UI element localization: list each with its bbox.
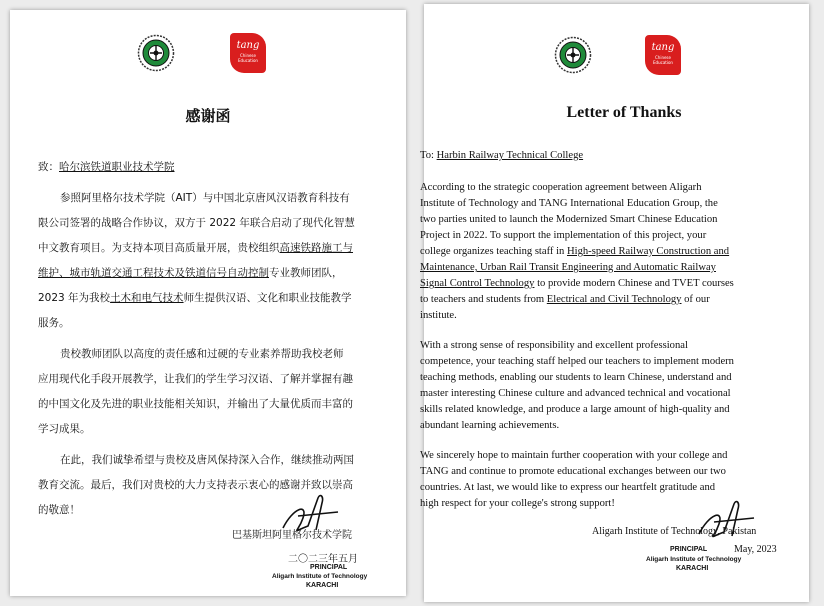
en-recipient-line xyxy=(420,150,583,161)
en-institute-stamp: Aligarh Institute of Technology xyxy=(646,556,742,563)
tang-logo-text: tang xyxy=(236,40,260,51)
en-paragraph-line: competence, your teaching staff helped our teachers to implement modern xyxy=(420,356,734,367)
cn-institute-stamp: Aligarh Institute of Technology xyxy=(272,573,368,580)
en-sender: Aligarh Institute of Technology, Pakistan xyxy=(592,526,757,537)
cn-city: KARACHI xyxy=(306,582,339,589)
cn-paragraph-line xyxy=(38,240,353,255)
cn-recipient-prefix: 致： xyxy=(38,161,59,173)
tang-logo xyxy=(230,33,266,73)
en-paragraph-line: teaching methods, enabling our students to learn Chinese, understand and xyxy=(420,372,732,383)
cn-paragraph-line: 限公司签署的战略合作协议，双方于 2022 年联合启动了现代化智慧 xyxy=(38,217,355,229)
cn-text-run: 中文教育项目。为支持本项目高质量开展，贵校组织 xyxy=(38,242,280,254)
cn-paragraph-line: 学习成果。 xyxy=(38,423,91,435)
en-paragraph-line: two parties united to launch the Modernized Smart Chinese Education xyxy=(420,214,718,225)
en-paragraph-line: Project in 2022. To support the implementation of this project, your xyxy=(420,230,707,241)
en-text-run: of our xyxy=(681,294,710,305)
en-paragraph-line: master interesting Chinese culture and advanced technical and vocational xyxy=(420,388,731,399)
cn-text-run: 专业教师团队， xyxy=(269,267,343,279)
ait-emblem-icon xyxy=(554,36,592,74)
cn-principal: PRINCIPAL xyxy=(310,564,348,571)
en-paragraph-line: According to the strategic cooperation agreement between Aligarh xyxy=(420,182,702,193)
cn-recipient-line xyxy=(38,159,175,174)
en-principal: PRINCIPAL xyxy=(670,546,708,553)
cn-paragraph-line: 在此，我们诚挚希望与贵校及唐风保持深入合作，继续推动两国 xyxy=(60,454,354,466)
cn-recipient: 哈尔滨铁道职业技术学院 xyxy=(59,161,175,173)
cn-paragraph-line: 的中国文化及先进的职业技能相关知识，并输出了大量优质而丰富的 xyxy=(38,398,353,410)
en-underlined-run: Signal Control Technology xyxy=(420,278,535,289)
en-text-run: college organizes teaching staff in xyxy=(420,246,567,257)
en-letter-title: Letter of Thanks xyxy=(566,104,682,121)
en-paragraph-line: institute. xyxy=(420,310,457,321)
english-letter-page xyxy=(420,4,809,602)
cn-paragraph-line: 贵校教师团队以高度的责任感和过硬的专业素养帮助我校老师 xyxy=(60,348,344,360)
cn-paragraph-line: 应用现代化手段开展教学，让我们的学生学习汉语、了解并掌握有趣 xyxy=(38,373,353,385)
en-paragraph-line: Institute of Technology and TANG International Education Group, the xyxy=(420,198,718,209)
en-paragraph-line: high respect for your college's strong support! xyxy=(420,498,615,509)
en-underlined-run: High-speed Railway Construction and xyxy=(566,246,730,257)
cn-paragraph-line xyxy=(38,265,343,280)
cn-underlined-run: 土木和电气技术 xyxy=(110,292,184,304)
en-paragraph-line: TANG and continue to promote educational exchanges between our two xyxy=(420,466,726,477)
chinese-letter-page xyxy=(10,10,406,596)
cn-sender: 巴基斯坦阿里格尔技术学院 xyxy=(232,530,352,541)
en-paragraph-line: countries. At last, we would like to express our heartfelt gratitude and xyxy=(420,482,716,493)
en-paragraph-line: skills related knowledge, and produce a large amount of high-quality and xyxy=(420,404,730,415)
tang-logo-subtext: Chinese Education xyxy=(653,55,673,65)
en-paragraph-line xyxy=(420,294,710,305)
cn-paragraph-line: 参照阿里格尔技术学院（AIT）与中国北京唐风汉语教育科技有 xyxy=(60,192,350,204)
en-city: KARACHI xyxy=(676,565,709,572)
en-text-run: to provide modern Chinese and TVET courses xyxy=(534,278,734,289)
en-text-run: to teachers and students from xyxy=(420,294,547,305)
tang-logo xyxy=(645,35,681,75)
cn-text-run: 2023 年为我校 xyxy=(38,292,111,304)
en-paragraph-line xyxy=(420,246,729,257)
cn-paragraph-line: 服务。 xyxy=(38,317,70,329)
en-paragraph-line xyxy=(420,278,734,289)
en-paragraph-line: With a strong sense of responsibility and excellent professional xyxy=(420,340,688,351)
en-underlined-run: Electrical and Civil Technology xyxy=(546,294,682,305)
en-paragraph-line: Maintenance, Urban Rail Transit Engineering and Automatic Railway xyxy=(420,262,716,273)
ait-emblem-icon xyxy=(137,34,175,72)
cn-underlined-run: 维护、城市轨道交通工程技术及铁道信号自动控制 xyxy=(38,267,269,279)
en-paragraph-line: We sincerely hope to maintain further cooperation with your college and xyxy=(420,450,728,461)
tang-logo-subtext: Chinese Education xyxy=(238,53,258,63)
cn-letter-title: 感谢函 xyxy=(185,107,231,125)
en-date: May, 2023 xyxy=(734,544,777,555)
en-paragraph-line: abundant learning achievements. xyxy=(420,420,560,431)
en-recipient: Harbin Railway Technical College xyxy=(436,150,584,161)
cn-underlined-run: 高速铁路施工与 xyxy=(279,242,353,254)
cn-paragraph-line xyxy=(38,290,352,305)
tang-logo-text: tang xyxy=(651,42,675,53)
cn-date: 二〇二三年五月 xyxy=(288,554,358,565)
cn-text-run: 师生提供汉语、文化和职业技能教学 xyxy=(183,292,352,304)
cn-paragraph-line: 教育交流。最后，我们对贵校的大力支持表示衷心的感谢并致以崇高 xyxy=(38,479,353,491)
cn-paragraph-line: 的敬意！ xyxy=(38,504,80,516)
en-recipient-prefix: To: xyxy=(420,150,437,161)
